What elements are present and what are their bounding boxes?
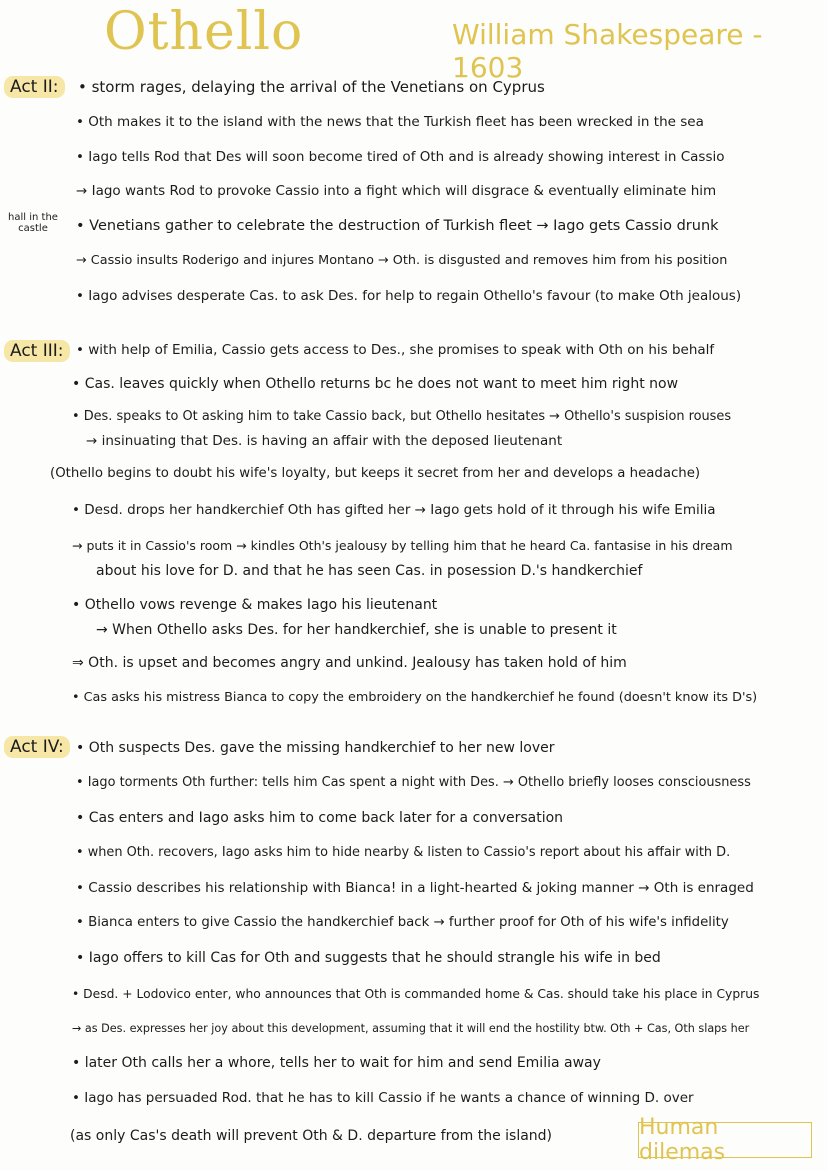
note-line: • Iago torments Oth further: tells him Cas spent a night with Des. → Othello briefly looses consciousness xyxy=(76,775,751,790)
note-line: about his love for D. and that he has seen Cas. in posession D.'s handkerchief xyxy=(96,563,643,579)
author-line: William Shakespeare - 1603 xyxy=(452,18,763,84)
note-line: • Bianca enters to give Cassio the handkerchief back → further proof for Oth of his wife's infidelity xyxy=(76,915,729,930)
note-line: • Desd. + Lodovico enter, who announces that Oth is commanded home & Cas. should take his place in Cyprus xyxy=(72,987,760,1001)
note-line: • Iago has persuaded Rod. that he has to kill Cassio if he wants a chance of winning D. over xyxy=(72,1090,694,1106)
note-line: • Oth suspects Des. gave the missing handkerchief to her new lover xyxy=(76,740,555,756)
note-line: • Cas. leaves quickly when Othello returns bc he does not want to meet him right now xyxy=(72,376,679,392)
act-2-label: Act II: xyxy=(4,76,65,98)
note-line: • Des. speaks to Ot asking him to take Cassio back, but Othello hesitates → Othello's suspision rouses xyxy=(72,409,732,424)
note-line: (Othello begins to doubt his wife's loyalty, but keeps it secret from her and develops a headache) xyxy=(50,466,701,481)
note-line: • Othello vows revenge & makes Iago his lieutenant xyxy=(72,597,438,613)
note-line: • Desd. drops her handkerchief Oth has gifted her → Iago gets hold of it through his wife Emilia xyxy=(72,502,716,518)
note-line: • Venetians gather to celebrate the destruction of Turkish fleet → Iago gets Cassio drunk xyxy=(76,218,719,234)
page-title: Othello xyxy=(104,2,304,62)
note-line: • Iago offers to kill Cas for Oth and suggests that he should strangle his wife in bed xyxy=(76,950,661,966)
note-line: • Iago advises desperate Cas. to ask Des. for help to regain Othello's favour (to make Oth jealous) xyxy=(76,288,742,304)
note-line: → as Des. expresses her joy about this development, assuming that it will end the hostility btw. Oth + Cas, Oth slaps her xyxy=(72,1022,750,1035)
note-line: • when Oth. recovers, Iago asks him to hide nearby & listen to Cassio's report about his affair with D. xyxy=(76,845,731,860)
note-line: • later Oth calls her a whore, tells her to wait for him and send Emilia away xyxy=(72,1055,601,1071)
note-line: • Cas asks his mistress Bianca to copy the embroidery on the handkerchief he found (doesn't know its D's) xyxy=(72,690,758,705)
note-line: • with help of Emilia, Cassio gets access to Des., she promises to speak with Oth on his behalf xyxy=(76,342,715,358)
human-dilemmas-box: Human dilemas xyxy=(638,1122,812,1158)
note-line: ⇒ Oth. is upset and becomes angry and unkind. Jealousy has taken hold of him xyxy=(72,655,627,671)
note-line: • Cas enters and Iago asks him to come back later for a conversation xyxy=(76,810,564,826)
note-line: • storm rages, delaying the arrival of the Venetians on Cyprus xyxy=(78,78,545,96)
side-note: hall in the castle xyxy=(8,212,58,234)
note-line: → When Othello asks Des. for her handkerchief, she is unable to present it xyxy=(96,622,617,638)
note-line: → insinuating that Des. is having an affair with the deposed lieutenant xyxy=(86,433,563,449)
act-3-label: Act III: xyxy=(4,340,70,362)
note-line: • Cassio describes his relationship with Bianca! in a light-hearted & joking manner → Oth is enraged xyxy=(76,880,754,896)
note-line: • Oth makes it to the island with the news that the Turkish fleet has been wrecked in the sea xyxy=(76,114,704,130)
note-line: → Iago wants Rod to provoke Cassio into a fight which will disgrace & eventually eliminate him xyxy=(76,183,717,199)
note-line: → puts it in Cassio's room → kindles Oth's jealousy by telling him that he heard Ca. fantasise in his dream xyxy=(72,538,733,553)
note-line: • Iago tells Rod that Des will soon become tired of Oth and is already showing interest in Cassio xyxy=(76,149,725,165)
act-4-label: Act IV: xyxy=(4,736,70,758)
note-line: → Cassio insults Roderigo and injures Montano → Oth. is disgusted and removes him from his position xyxy=(76,253,728,268)
note-line: (as only Cas's death will prevent Oth & D. departure from the island) xyxy=(70,1128,553,1144)
